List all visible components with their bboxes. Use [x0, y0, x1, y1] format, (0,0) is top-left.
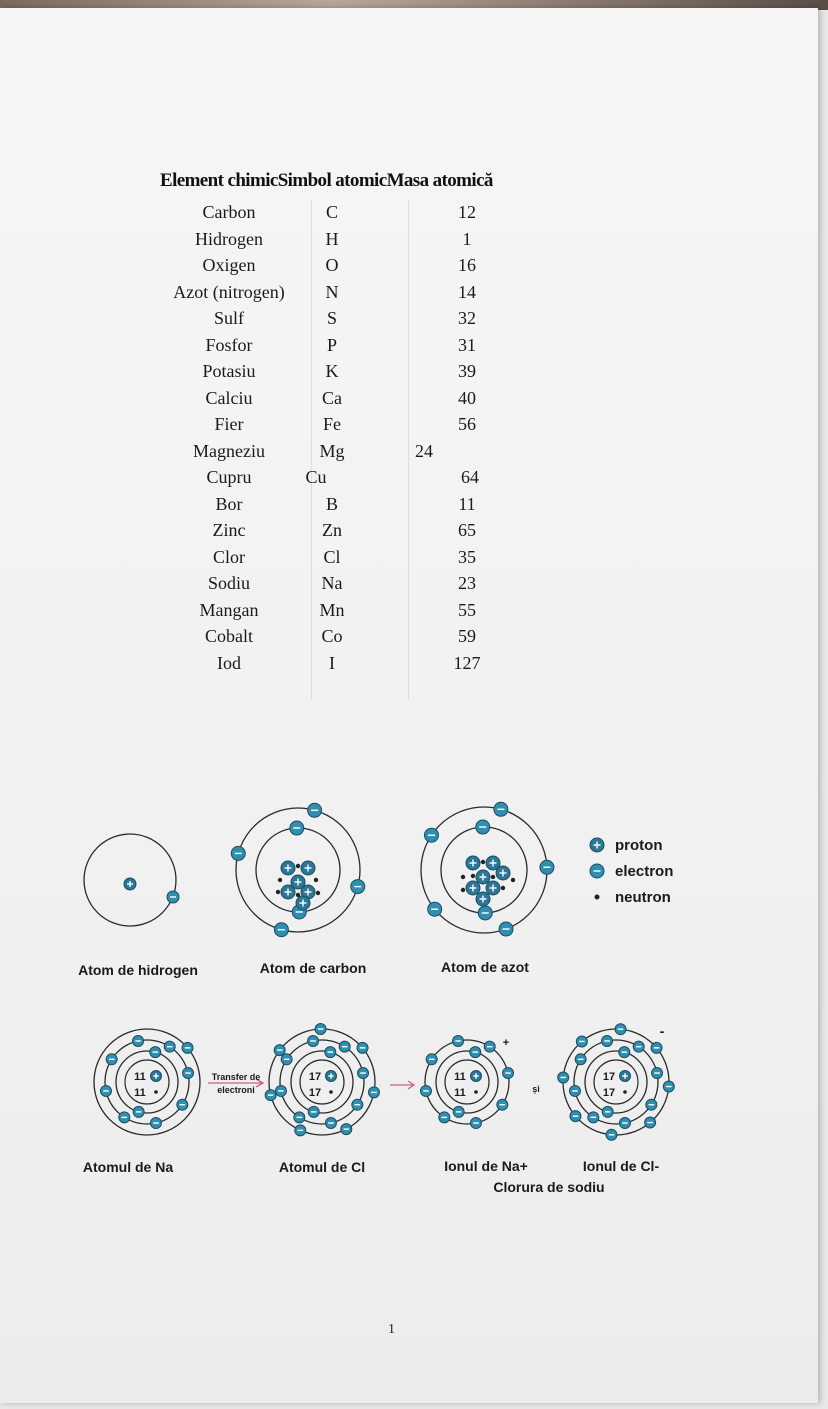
element-name: Oxigen [202, 255, 256, 275]
label: Atom de azot [441, 959, 529, 975]
element-name: Bor [215, 493, 243, 514]
nucleus-ring [125, 1060, 169, 1104]
element-symbol: O [325, 255, 339, 275]
element-symbol: N [325, 281, 339, 302]
atomic-mass: 14 [458, 281, 476, 302]
label: electroni [217, 1085, 255, 1095]
neutron [461, 875, 465, 879]
label: 11 [134, 1071, 146, 1083]
atomic-mass: 11 [458, 493, 476, 514]
element-name: Cupru [206, 467, 252, 487]
element-name: Magneziu [193, 440, 265, 461]
atomic-mass: 39 [458, 361, 476, 381]
header-element: Element chimic [160, 170, 278, 191]
label: Transfer de [211, 1072, 261, 1082]
label: 17 [308, 1087, 322, 1099]
element-symbol: Cu [305, 467, 327, 487]
label: 17 [602, 1087, 616, 1099]
electron-shell [574, 1040, 658, 1124]
neutron [314, 878, 318, 882]
header-symbol: Simbol atomic [277, 170, 387, 191]
element-symbol: K [325, 361, 339, 381]
page-number: 1 [388, 1322, 395, 1337]
element-symbol: B [325, 493, 339, 514]
atomic-mass: 127 [453, 652, 481, 673]
label: 11 [134, 1087, 146, 1099]
label: Clorura de sodiu [493, 1179, 605, 1195]
label: Ionul de Na+ [444, 1158, 528, 1174]
label: 17 [308, 1071, 322, 1083]
electron-shell [280, 1040, 364, 1124]
label: Atom de carbon [259, 960, 367, 976]
neutron [296, 864, 300, 868]
atomic-mass: 23 [458, 573, 476, 593]
label: Atomul de Na [82, 1159, 174, 1175]
atomic-mass: 1 [462, 228, 472, 249]
label: proton [615, 837, 663, 854]
label: electron [615, 863, 674, 880]
element-name: Fosfor [205, 334, 253, 355]
element-symbol: Mn [319, 599, 345, 620]
nucleus-ring [445, 1060, 489, 1104]
label: Atomul de Cl [278, 1159, 366, 1175]
element-name: Sodiu [207, 573, 251, 593]
legend-neutron-icon [595, 895, 600, 900]
element-name: Potasiu [202, 361, 256, 381]
element-symbol: Zn [322, 520, 342, 540]
element-symbol: Ca [322, 387, 342, 408]
element-symbol: H [325, 228, 339, 249]
label: - [659, 1023, 665, 1039]
atomic-mass: 59 [458, 626, 476, 646]
neutron [329, 1090, 333, 1094]
label: 11 [454, 1087, 466, 1099]
neutron [501, 886, 505, 890]
label: 11 [454, 1071, 466, 1083]
label: + [502, 1037, 510, 1049]
element-name: Sulf [213, 308, 245, 328]
label: Ionul de Cl- [582, 1158, 660, 1174]
nucleus-ring [300, 1060, 344, 1104]
neutron [511, 878, 515, 882]
nucleus-ring [594, 1060, 638, 1104]
element-name: Iod [217, 652, 241, 673]
electron-shell [425, 1040, 509, 1124]
element-symbol: Mg [319, 440, 345, 461]
atomic-mass: 55 [458, 599, 476, 620]
atomic-mass: 65 [458, 520, 476, 540]
neutron [471, 874, 475, 878]
element-symbol: Na [321, 573, 343, 593]
neutron [474, 1090, 478, 1094]
neutron [481, 860, 485, 864]
atomic-mass: 31 [458, 334, 476, 355]
element-name: Azot (nitrogen) [173, 281, 285, 302]
atomic-mass: 16 [458, 255, 476, 275]
element-name: Cobalt [205, 626, 253, 646]
element-name: Carbon [202, 202, 256, 222]
header-mass: Masa atomică [386, 170, 493, 191]
atomic-mass: 35 [458, 546, 476, 567]
electron-shell [105, 1040, 189, 1124]
neutron [316, 891, 320, 895]
element-symbol: P [326, 334, 338, 355]
element-name: Fier [214, 414, 244, 434]
label: și [532, 1084, 540, 1094]
neutron [296, 893, 300, 897]
neutron [276, 890, 280, 894]
element-name: Clor [212, 546, 246, 567]
label: neutron [615, 889, 671, 906]
element-symbol: Co [321, 626, 343, 646]
element-symbol: S [326, 308, 338, 328]
neutron [461, 888, 465, 892]
atomic-mass: 64 [461, 467, 479, 487]
element-symbol: Cl [323, 546, 341, 567]
atomic-mass: 24 [415, 440, 433, 461]
neutron [491, 875, 495, 879]
atomic-mass: 56 [458, 414, 476, 434]
neutron [154, 1090, 158, 1094]
element-symbol: Fe [323, 414, 341, 434]
element-name: Hidrogen [195, 228, 263, 249]
element-name: Mangan [199, 599, 259, 620]
neutron [278, 878, 282, 882]
atomic-mass: 12 [458, 202, 476, 222]
element-name: Zinc [212, 520, 246, 540]
neutron [623, 1090, 627, 1094]
element-name: Calciu [205, 387, 253, 408]
label: 17 [602, 1071, 616, 1083]
atomic-mass: 32 [458, 308, 476, 328]
element-symbol: I [329, 652, 335, 673]
label: Atom de hidrogen [78, 962, 198, 978]
element-symbol: C [325, 202, 339, 222]
atomic-mass: 40 [458, 387, 476, 408]
